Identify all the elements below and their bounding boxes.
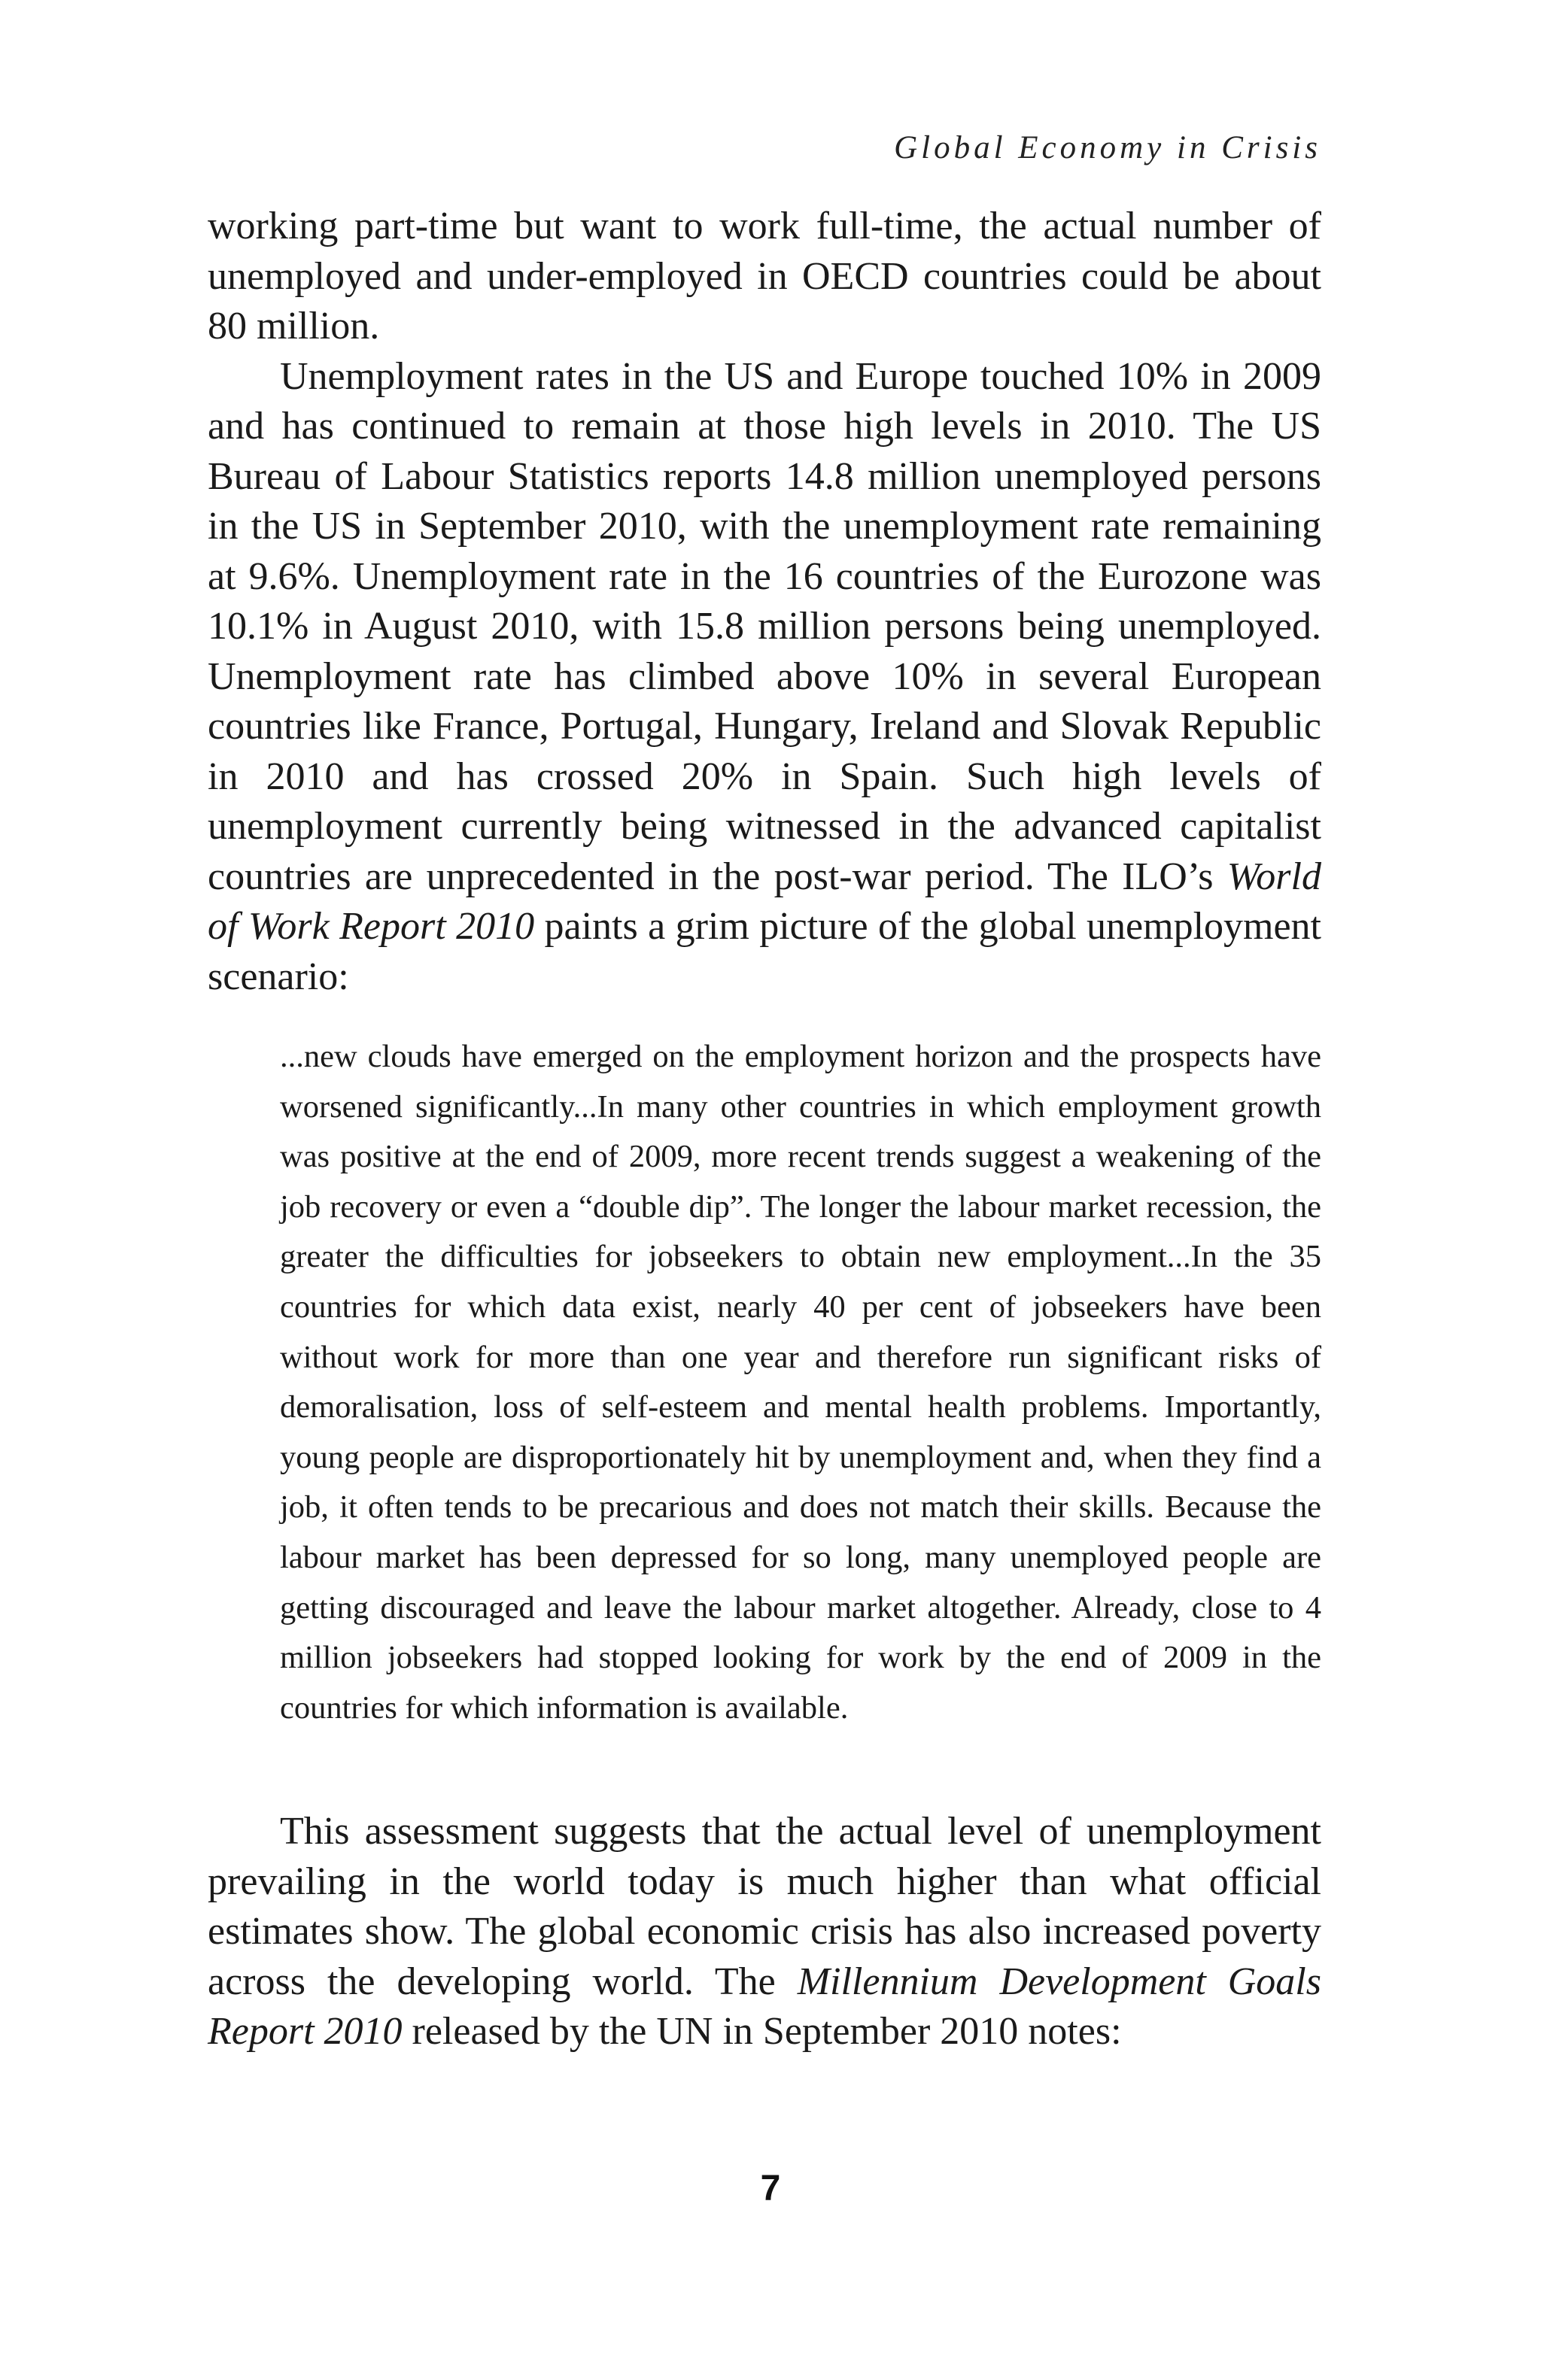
body-section-bottom (208, 1807, 1321, 2057)
paragraph-assessment-text: This assessment suggests that the actual level of unemployment prevailing in the world today is much higher than what official estimates show. The global economic crisis has also increased poverty across the developing world. The (208, 1810, 1321, 2003)
report-title-world-of-work: World of Work Report 2010 (208, 855, 1321, 948)
paragraph-unemployment-rates-text: Unemployment rates in the US and Europe touched 10% in 2009 and has continued to remain at those high levels in 2010. The US Bureau of Labour Statistics reports 14.8 million unemployed persons in the US in September 2010, with the unemployment rate remaining at 9.6%. Unemployment rate in the 16 countries of the Eurozone was 10.1% in August 2010, with 15.8 million persons being unemployed. Unemployment rate has climbed above 10% in several European countries like France, Portugal, Hungary, Ireland and Slovak Republic in 2010 and has crossed 20% in Spain. Such high levels of unemployment currently being witnessed in the advanced capitalist countries are unprecedented in the post-war period. The ILO’s (208, 354, 1321, 898)
block-quote (280, 1032, 1321, 1733)
paragraph-assessment (208, 1807, 1321, 2057)
paragraph-unemployment-rates-tail: paints a grim picture of the global unemployment scenario: (208, 905, 1322, 998)
paragraph-unemployment-rates (208, 352, 1321, 1003)
page-number: 7 (760, 2169, 781, 2208)
paragraph-continuation-text: working part-time but want to work full-time, the actual number of unemployed and under-employed in OECD countries could be about 80 million. (208, 205, 1321, 348)
report-title-mdg: Millennium Development Goals Report 2010 (208, 1960, 1321, 2053)
body-section-top (208, 202, 1321, 1002)
running-head: Global Economy in Crisis (894, 130, 1321, 165)
block-quote-text: ...new clouds have emerged on the employment horizon and the prospects have worsened significantly...In many other countries in which employment growth was positive at the end of 2009, more recent trends suggest a weakening of the job recovery or even a “double dip”. The longer the labour market recession, the greater the difficulties for jobseekers to obtain new employment...In the 35 countries for which data exist, nearly 40 per cent of jobseekers have been without work for more than one year and therefore run significant risks of demoralisation, loss of self-esteem and mental health problems. Importantly, young people are disproportionately hit by unemployment and, when they find a job, it often tends to be precarious and does not match their skills. Because the labour market has been depressed for so long, many unemployed people are getting discouraged and leave the labour market altogether. Already, close to 4 million jobseekers had stopped looking for work by the end of 2009 in the countries for which information is available. (280, 1039, 1321, 1726)
paragraph-assessment-tail: released by the UN in September 2010 notes: (402, 2010, 1122, 2053)
paragraph-continuation (208, 202, 1321, 352)
